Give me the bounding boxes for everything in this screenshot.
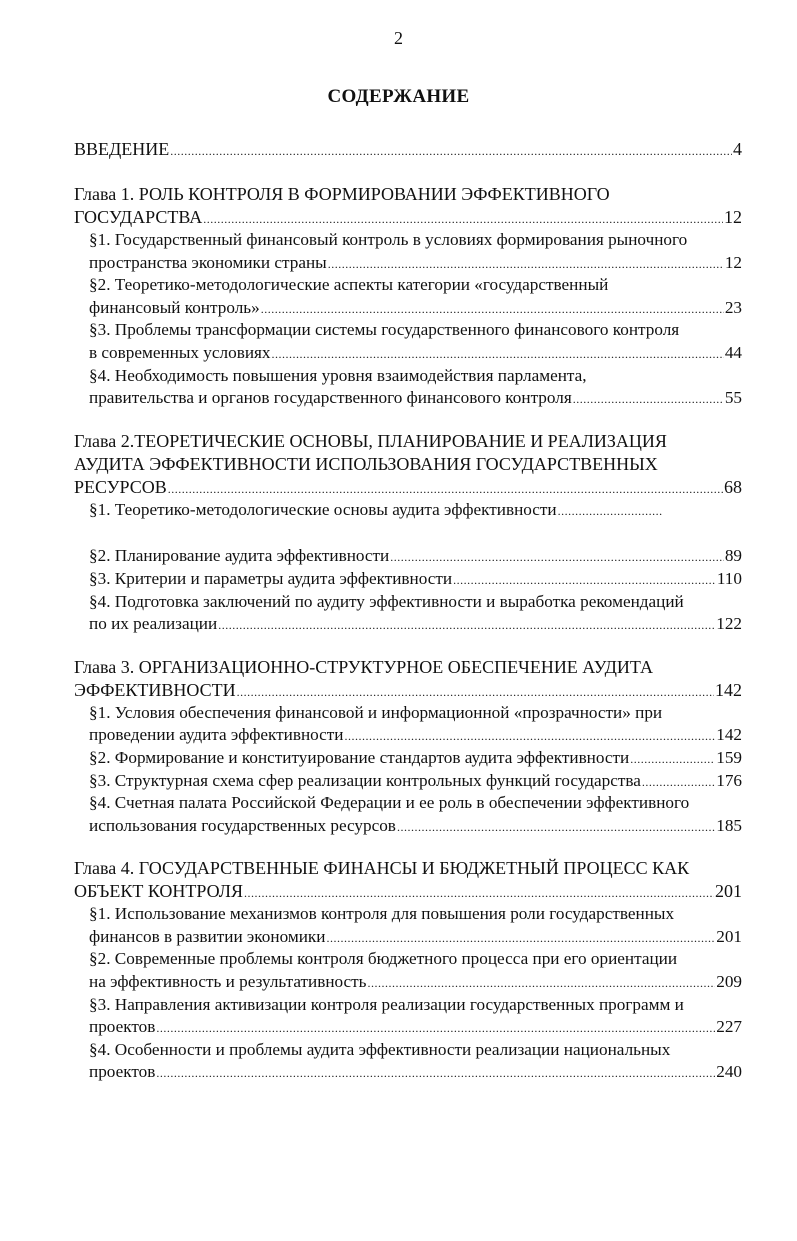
page-ref: 176: [716, 770, 742, 790]
entry-title-end: на эффективность и результативность: [89, 972, 367, 992]
page-ref: 159: [716, 747, 742, 767]
entry-title-end: использования государственных ресурсов: [89, 815, 396, 835]
entry-title-end: §2. Планирование аудита эффективности: [89, 546, 390, 566]
toc-entry-section-3-1[interactable]: [89, 702, 742, 747]
entry-title-line: Глава 3. ОРГАНИЗАЦИОННО-СТРУКТУРНОЕ ОБЕСПЕЧЕНИЕ АУДИТА: [74, 656, 654, 677]
dot-leader: [156, 1022, 715, 1034]
toc-entry-section-2-1[interactable]: [89, 499, 742, 522]
page-ref: 89: [724, 546, 742, 566]
toc-entry-section-3-2[interactable]: [89, 747, 742, 770]
entry-title-end: проектов: [89, 1017, 156, 1037]
toc-entry-section-2-3[interactable]: [89, 568, 742, 591]
page-ref: 4: [733, 139, 742, 159]
toc-entry-chapter-2[interactable]: [74, 430, 742, 499]
entry-title-line: §3. Направления активизации контроля реализации государственных программ и: [89, 994, 684, 1014]
toc-entry-section-4-3[interactable]: [89, 994, 742, 1039]
toc-entry-section-1-4[interactable]: [89, 365, 742, 410]
page-ref: 201: [716, 926, 742, 946]
page-ref: 44: [724, 342, 742, 362]
entry-title-line: §4. Особенности и проблемы аудита эффективности реализации национальных: [89, 1039, 671, 1059]
page-ref: 240: [716, 1062, 742, 1082]
page-ref: 185: [716, 815, 742, 835]
entry-title-end: §3. Структурная схема сфер реализации контрольных функций государства: [89, 770, 641, 790]
dot-leader: [397, 821, 715, 833]
dot-leader: [642, 776, 715, 788]
dot-leader: [156, 1067, 715, 1079]
entry-title-line: Глава 2.ТЕОРЕТИЧЕСКИЕ ОСНОВЫ, ПЛАНИРОВАНИЕ И РЕАЛИЗАЦИЯ: [74, 430, 667, 451]
entry-title-line: §2. Теоретико-методологические аспекты категории «государственный: [89, 275, 609, 295]
page-ref: 110: [716, 568, 742, 588]
toc-entry-section-2-4[interactable]: [89, 591, 742, 636]
entry-title-end: проведении аудита эффективности: [89, 725, 344, 745]
dot-leader: [368, 977, 716, 989]
toc-entry-chapter-4[interactable]: [74, 857, 742, 903]
toc-entry-section-1-2[interactable]: [89, 274, 742, 319]
page-ref: 12: [724, 207, 742, 227]
entry-title-end: §1. Теоретико-методологические основы аудита эффективности: [89, 499, 557, 519]
entry-title-end: по их реализации: [89, 614, 218, 634]
page-ref: 227: [716, 1017, 742, 1037]
dot-leader: [272, 348, 724, 360]
table-of-contents: [74, 138, 742, 1084]
entry-title-end: финансов в развитии экономики: [89, 926, 326, 946]
entry-title-end: §3. Критерии и параметры аудита эффективности: [89, 568, 453, 588]
dot-leader: [203, 213, 723, 225]
toc-entry-section-4-4[interactable]: [89, 1039, 742, 1084]
toc-entry-chapter-3[interactable]: [74, 656, 742, 702]
dot-leader: [390, 551, 724, 563]
entry-title-line: Глава 1. РОЛЬ КОНТРОЛЯ В ФОРМИРОВАНИИ ЭФФЕКТИВНОГО: [74, 184, 610, 204]
toc-entry-section-3-4[interactable]: [89, 792, 742, 837]
toc-entry-section-4-2[interactable]: [89, 948, 742, 993]
page-ref: 209: [716, 972, 742, 992]
entry-title-line: §4. Необходимость повышения уровня взаимодействия парламента,: [89, 365, 587, 385]
entry-title-end: финансовый контроль»: [89, 297, 260, 317]
page-ref: 142: [716, 725, 742, 745]
entry-title-line: §4. Подготовка заключений по аудиту эффективности и выработка рекомендаций: [89, 591, 684, 611]
entry-title-end: проектов: [89, 1062, 156, 1082]
entry-title-line: Глава 4. ГОСУДАРСТВЕННЫЕ ФИНАНСЫ И БЮДЖЕТНЫЙ ПРОЦЕСС КАК: [74, 858, 690, 879]
entry-title-line: §1. Использование механизмов контроля для повышения роли государственных: [89, 904, 675, 924]
entry-title-end: пространства экономики страны: [89, 252, 327, 272]
page-ref: 142: [715, 679, 742, 700]
dot-leader: [326, 932, 715, 944]
dot-leader: [244, 887, 714, 899]
entry-title-end: ГОСУДАРСТВА: [74, 207, 203, 227]
entry-title-line: §1. Государственный финансовый контроль в условиях формирования рыночного: [89, 230, 688, 249]
entry-title-line: §2. Современные проблемы контроля бюджетного процесса при его ориентации: [89, 949, 678, 969]
toc-entry-section-2-2[interactable]: [89, 545, 742, 568]
dot-leader: [345, 730, 716, 742]
entry-title-line: §1. Условия обеспечения финансовой и информационной «прозрачности» при: [89, 702, 663, 722]
page-ref: 55: [724, 388, 742, 408]
entry-title-line: §3. Проблемы трансформации системы государственного финансового контроля: [89, 320, 680, 340]
entry-title-end: ЭФФЕКТИВНОСТИ: [74, 679, 236, 700]
toc-entry-section-3-3[interactable]: [89, 770, 742, 793]
dot-leader: [218, 619, 715, 631]
dot-leader: [237, 686, 714, 698]
toc-entry-section-1-1[interactable]: [89, 229, 742, 274]
dot-leader: [170, 145, 732, 157]
dot-leader: [261, 303, 724, 315]
entry-title-end: §2. Формирование и конституирование стандартов аудита эффективности: [89, 747, 630, 767]
entry-title-end: правительства и органов государственного финансового контроля: [89, 388, 572, 408]
page-ref: 68: [724, 476, 742, 497]
entry-title-line: §4. Счетная палата Российской Федерации и ее роль в обеспечении эффективного: [89, 793, 690, 813]
dot-leader: [558, 505, 663, 517]
dot-leader: [630, 753, 715, 765]
dot-leader: [328, 258, 724, 270]
toc-entry-section-1-3[interactable]: [89, 319, 742, 364]
page-number: 2: [394, 28, 403, 48]
toc-entry-section-4-1[interactable]: [89, 903, 742, 948]
dot-leader: [573, 393, 724, 405]
entry-title-end: ОБЪЕКТ КОНТРОЛЯ: [74, 881, 243, 902]
entry-title-end: в современных условиях: [89, 342, 271, 362]
dot-leader: [168, 483, 723, 495]
page-ref: 122: [716, 614, 742, 634]
page-ref: 23: [724, 297, 742, 317]
entry-title-end: РЕСУРСОВ: [74, 476, 167, 497]
entry-title-line: АУДИТА ЭФФЕКТИВНОСТИ ИСПОЛЬЗОВАНИЯ ГОСУДАРСТВЕННЫХ: [74, 453, 658, 474]
entry-title: ВВЕДЕНИЕ: [74, 139, 170, 159]
dot-leader: [453, 574, 716, 586]
toc-entry-chapter-1[interactable]: [74, 183, 742, 229]
page-ref: 12: [724, 252, 742, 272]
toc-entry-introduction[interactable]: [74, 138, 742, 161]
page-ref: 201: [715, 881, 742, 902]
toc-title: СОДЕРЖАНИЕ: [327, 86, 470, 107]
